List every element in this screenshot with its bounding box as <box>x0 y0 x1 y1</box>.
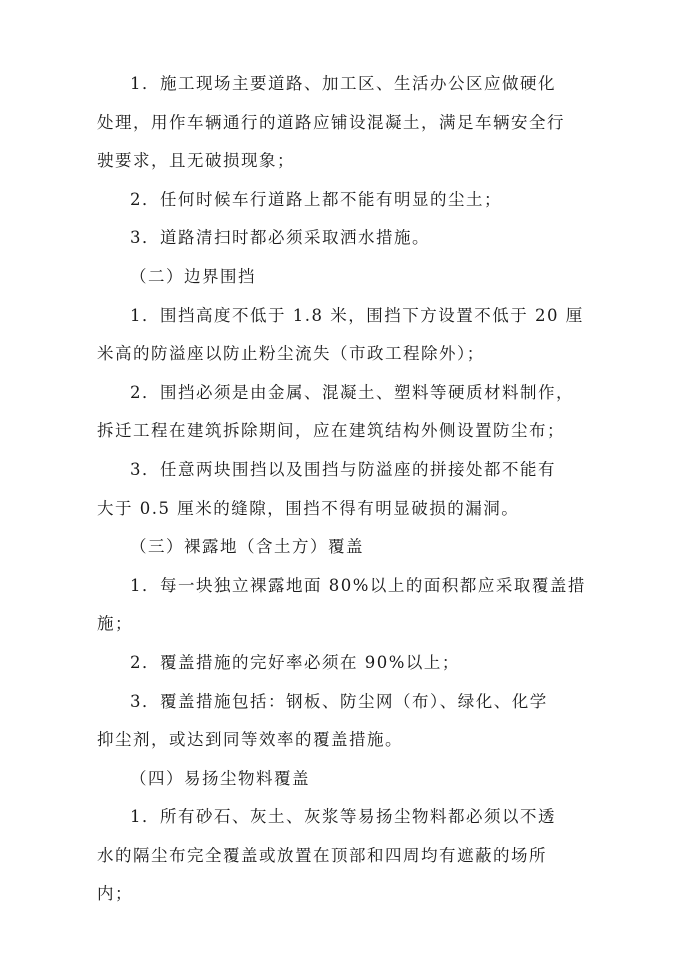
paragraph-cover-80-percent <box>97 567 602 644</box>
text-line: 1．每一块独立裸露地面 80%以上的面积都应采取覆盖措 <box>130 575 586 595</box>
text-line: 驶要求，且无破损现象； <box>97 151 295 171</box>
paragraph-cover-measures <box>97 683 602 760</box>
paragraph-no-dust <box>97 181 602 220</box>
paragraph-road-hardening <box>97 65 602 181</box>
text-line: 内； <box>97 884 133 904</box>
text-line: 1．施工现场主要道路、加工区、生活办公区应做硬化 <box>130 74 556 93</box>
text-line: 3．道路清扫时都必须采取洒水措施。 <box>130 228 430 248</box>
heading-text: （四）易扬尘物料覆盖 <box>130 768 310 788</box>
paragraph-material-covering <box>97 798 602 914</box>
text-line: 水的隔尘布完全覆盖或放置在顶部和四周均有遮蔽的场所 <box>97 845 547 865</box>
paragraph-cover-intact-rate <box>97 644 602 683</box>
text-line: 1．围挡高度不低于 1.8 米，围挡下方设置不低于 20 厘 <box>130 305 584 325</box>
heading-text: （三）裸露地（含土方）覆盖 <box>130 537 364 557</box>
text-line: 2．任何时候车行道路上都不能有明显的尘土； <box>130 189 502 209</box>
section-heading-boundary-fence <box>97 258 602 297</box>
text-line: 2．围挡必须是由金属、混凝土、塑料等硬质材料制作， <box>130 382 574 402</box>
heading-text: （二）边界围挡 <box>130 266 256 286</box>
text-line: 施； <box>97 614 133 634</box>
paragraph-sprinkle-water <box>97 219 602 258</box>
text-line: 2．覆盖措施的完好率必须在 90%以上； <box>130 652 460 672</box>
text-line: 1．所有砂石、灰土、灰浆等易扬尘物料都必须以不透 <box>130 807 556 827</box>
section-heading-dusty-material-cover <box>97 760 602 799</box>
text-line: 3．任意两块围挡以及围挡与防溢座的拼接处都不能有 <box>130 459 556 479</box>
text-line: 处理，用作车辆通行的道路应铺设混凝土，满足车辆安全行 <box>97 112 565 132</box>
text-line: 拆迁工程在建筑拆除期间，应在建筑结构外侧设置防尘布； <box>97 421 565 441</box>
paragraph-fence-gaps <box>97 451 602 528</box>
paragraph-fence-material <box>97 374 602 451</box>
text-line: 3．覆盖措施包括：钢板、防尘网（布）、绿化、化学 <box>130 691 548 711</box>
section-heading-bare-ground-cover <box>97 528 602 567</box>
paragraph-fence-height <box>97 297 602 374</box>
text-line: 抑尘剂，或达到同等效率的覆盖措施。 <box>97 730 403 750</box>
text-line: 大于 0.5 厘米的缝隙，围挡不得有明显破损的漏洞。 <box>97 498 520 518</box>
document-page <box>97 65 602 914</box>
text-line: 米高的防溢座以防止粉尘流失（市政工程除外）； <box>97 344 485 364</box>
